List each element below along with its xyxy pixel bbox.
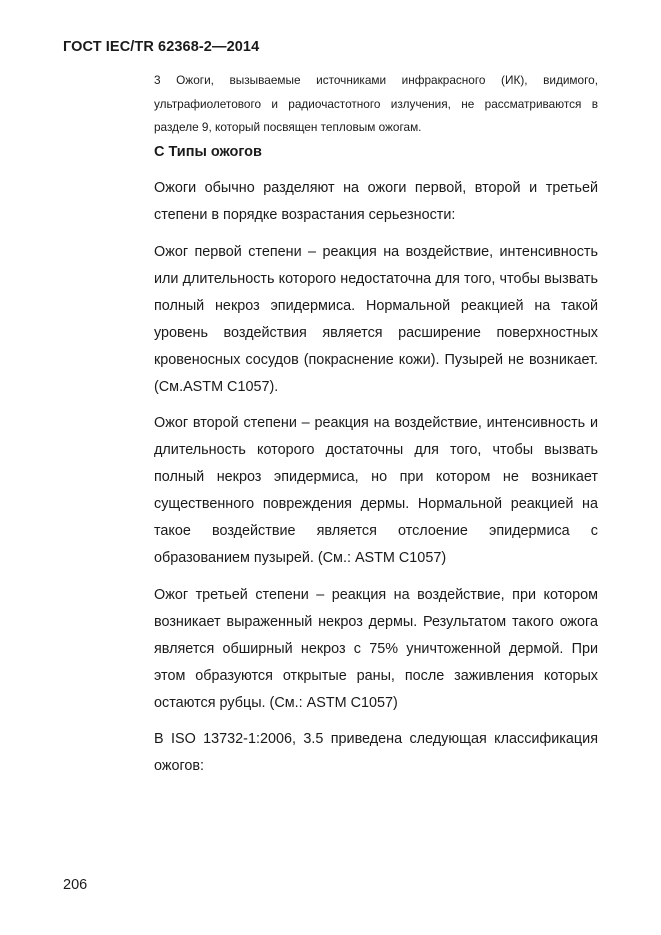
- paragraph-first-degree: Ожог первой степени – реакция на воздействие, интенсивность или длительность которого недостаточна для того, чтобы вызвать полный некроз эпидермиса. Нормальной реакцией на такой уровень воздействия является расширение поверхностных кровеносных сосудов (покраснение кожи). Пузырей не возникает. (См.ASTM C1057).: [154, 243, 598, 395]
- page-number: 206: [63, 877, 88, 893]
- paragraph-second-degree: Ожог второй степени – реакция на воздействие, интенсивность и длительность которого достаточны для того, чтобы вызвать полный некроз эпидермиса, но при котором не возникает существенного повреждения дермы. Нормальной реакцией на такое воздействие является отслоение эпидермиса с образованием пузырей. (См.: ASTM C1057): [154, 415, 598, 566]
- footnote-text: 3 Ожоги, вызываемые источниками инфракрасного (ИК), видимого, ультрафиолетового и радиочастотного излучения, не рассматриваются в разделе 9, который посвящен тепловым ожогам.: [154, 73, 598, 134]
- paragraph-third-degree: Ожог третьей степени – реакция на воздействие, при котором возникает выраженный некроз дермы. Результатом такого ожога является обширный некроз с 75% уничтоженной дермой. При этом образуются открытые раны, после заживления которых остаются рубцы. (См.: ASTM C1057): [154, 586, 598, 711]
- body-text: [154, 175, 598, 780]
- paragraph-intro: Ожоги обычно разделяют на ожоги первой, второй и третьей степени в порядке возрастания серьезности:: [154, 180, 598, 223]
- document-header: ГОСТ IEC/TR 62368-2—2014: [63, 39, 260, 55]
- paragraph-iso-classification: В ISO 13732-1:2006, 3.5 приведена следующая классификация ожогов:: [154, 731, 598, 774]
- section-title: С Типы ожогов: [154, 144, 262, 160]
